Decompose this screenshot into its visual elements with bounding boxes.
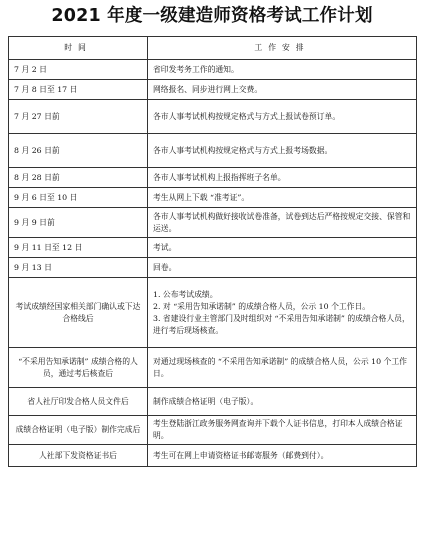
table-row bbox=[9, 208, 417, 238]
row-work: 考生可在网上申请资格证书邮寄服务（邮费到付）。 bbox=[148, 445, 417, 467]
table-row bbox=[9, 348, 417, 388]
table-row bbox=[9, 188, 417, 208]
table-row bbox=[9, 278, 417, 348]
row-time: 8 月 28 日前 bbox=[9, 168, 148, 188]
row-work: 对通过现场核查的 “不采用告知承诺制” 的成绩合格人员，公示 10 个工作日。 bbox=[148, 348, 417, 388]
row-time: 7 月 8 日至 17 日 bbox=[9, 80, 148, 100]
row-work bbox=[148, 278, 417, 348]
table-row bbox=[9, 60, 417, 80]
row-time: “不采用告知承诺制” 成绩合格的人员，通过考后核查后 bbox=[9, 348, 148, 388]
table-row bbox=[9, 416, 417, 445]
row-work: 回卷。 bbox=[148, 258, 417, 278]
row-time: 9 月 11 日至 12 日 bbox=[9, 238, 148, 258]
row-time: 成绩合格证明（电子版）制作完成后 bbox=[9, 416, 148, 445]
list-item: 1. 公布考试成绩。 bbox=[153, 289, 218, 299]
row-time: 7 月 27 日前 bbox=[9, 100, 148, 134]
row-time: 9 月 13 日 bbox=[9, 258, 148, 278]
row-time: 9 月 9 日前 bbox=[9, 208, 148, 238]
notice-steps bbox=[153, 289, 411, 337]
list-item: 2. 对 “采用告知承诺制” 的成绩合格人员，公示 10 个工作日。 bbox=[153, 301, 371, 311]
table-row bbox=[9, 258, 417, 278]
row-work: 制作成绩合格证明（电子版）。 bbox=[148, 388, 417, 416]
row-work: 各市人事考试机构上报指挥班子名单。 bbox=[148, 168, 417, 188]
row-work: 省印发考务工作的通知。 bbox=[148, 60, 417, 80]
document-title: 2021 年度一级建造师资格考试工作计划 bbox=[51, 6, 373, 26]
row-time: 人社部下发资格证书后 bbox=[9, 445, 148, 467]
table-row bbox=[9, 100, 417, 134]
row-time: 7 月 2 日 bbox=[9, 60, 148, 80]
table-row bbox=[9, 238, 417, 258]
row-work: 各市人事考试机构按规定格式与方式上报试卷预订单。 bbox=[148, 100, 417, 134]
row-work: 网络报名、同步进行网上交费。 bbox=[148, 80, 417, 100]
row-work: 考生登陆浙江政务服务网查询并下载个人证书信息，打印本人成绩合格证明。 bbox=[148, 416, 417, 445]
row-work: 考试。 bbox=[148, 238, 417, 258]
row-time: 考试成绩经国家相关部门确认或下达合格线后 bbox=[9, 278, 148, 348]
row-time: 8 月 26 日前 bbox=[9, 134, 148, 168]
list-item: 3. 省建设行业主管部门及时组织对 “不采用告知承诺制” 的成绩合格人员，进行考后现场核查。 bbox=[153, 313, 410, 335]
table-row bbox=[9, 388, 417, 416]
table-row bbox=[9, 80, 417, 100]
row-time: 省人社厅印发合格人员文件后 bbox=[9, 388, 148, 416]
header-time: 时间 bbox=[9, 37, 148, 60]
row-work: 各市人事考试机构做好接收试卷准备，试卷到达后严格按规定交接、保管和运送。 bbox=[148, 208, 417, 238]
row-work: 考生从网上下载 “准考证”。 bbox=[148, 188, 417, 208]
table-row bbox=[9, 168, 417, 188]
table-row bbox=[9, 134, 417, 168]
schedule-table bbox=[8, 36, 417, 467]
table-header-row bbox=[9, 37, 417, 60]
table-row bbox=[9, 445, 417, 467]
row-work: 各市人事考试机构按规定格式与方式上报考场数据。 bbox=[148, 134, 417, 168]
row-time: 9 月 6 日至 10 日 bbox=[9, 188, 148, 208]
header-work: 工作安排 bbox=[148, 37, 417, 60]
